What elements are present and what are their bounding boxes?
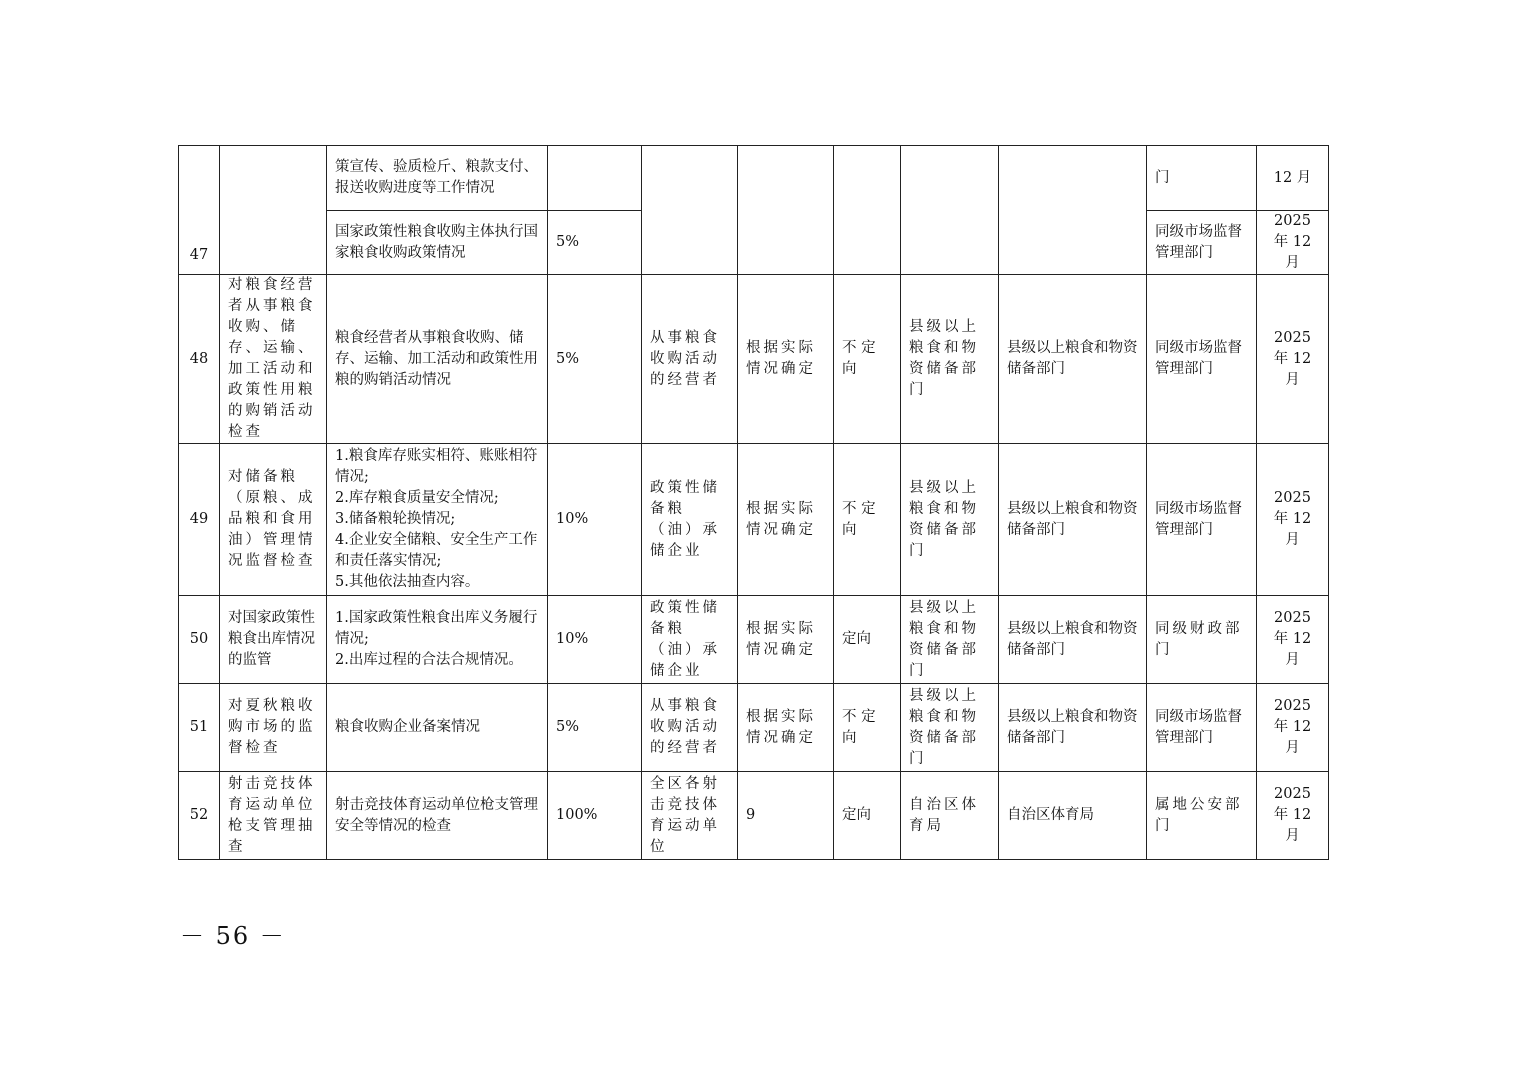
cell-object: 政策性储备粮（油）承储企业: [642, 596, 738, 684]
cell-content: [327, 596, 548, 684]
cell-type: 不 定 向: [834, 684, 901, 772]
cell-responsible: 同级财政部门: [1147, 596, 1257, 684]
cell-frequency: 9: [738, 772, 834, 860]
content-line: 1.粮食库存账实相符、账账相符情况;: [335, 448, 538, 485]
cell-responsible: 属地公安部门: [1147, 772, 1257, 860]
cell-type: 不 定 向: [834, 275, 901, 444]
table-row: [179, 275, 1329, 444]
cell-ratio: 5%: [548, 275, 642, 444]
cell-agency: 县级以上粮食和物资储备部门: [901, 684, 999, 772]
cell-item: 对国家政策性粮食出库情况的监管: [220, 596, 327, 684]
cell-type: 定向: [834, 772, 901, 860]
cell-no: 50: [179, 596, 220, 684]
cell-agency: 县级以上粮食和物资储备部门: [901, 275, 999, 444]
cell-content: 国家政策性粮食收购主体执行国家粮食收购政策情况: [327, 211, 548, 275]
cell-type: [834, 146, 901, 275]
cell-item: [220, 146, 327, 275]
cell-agency: [901, 146, 999, 275]
cell-dept: 县级以上粮食和物资储备部门: [999, 684, 1147, 772]
cell-object: 全区各射击竞技体育运动单位: [642, 772, 738, 860]
cell-no: 47: [179, 146, 220, 275]
cell-no: 48: [179, 275, 220, 444]
cell-ratio: 10%: [548, 596, 642, 684]
content-line: 4.企业安全储粮、安全生产工作和责任落实情况;: [335, 532, 538, 569]
cell-frequency: 根据实际情况确定: [738, 275, 834, 444]
cell-ratio: 5%: [548, 211, 642, 275]
cell-content: 粮食收购企业备案情况: [327, 684, 548, 772]
table-row: [179, 596, 1329, 684]
cell-date: 2025 年 12 月: [1257, 596, 1329, 684]
cell-responsible: 门: [1147, 146, 1257, 211]
content-line: 2.库存粮食质量安全情况;: [335, 490, 499, 506]
cell-item: 对储备粮（原粮、成品粮和食用油）管理情况监督检查: [220, 444, 327, 596]
cell-type: 定向: [834, 596, 901, 684]
cell-type: 不 定 向: [834, 444, 901, 596]
cell-ratio: 5%: [548, 684, 642, 772]
cell-responsible: 同级市场监督管理部门: [1147, 275, 1257, 444]
cell-agency: 县级以上粮食和物资储备部门: [901, 596, 999, 684]
table-row: [179, 684, 1329, 772]
cell-no: 52: [179, 772, 220, 860]
cell-no: 51: [179, 684, 220, 772]
cell-item: 对夏秋粮收购市场的监督检查: [220, 684, 327, 772]
page-number: － 56 －: [180, 922, 286, 950]
cell-dept: 县级以上粮食和物资储备部门: [999, 596, 1147, 684]
cell-content: [327, 444, 548, 596]
cell-responsible: 同级市场监督管理部门: [1147, 444, 1257, 596]
cell-object: 从事粮食收购活动的经营者: [642, 684, 738, 772]
cell-item: 对粮食经营者从事粮食收购、储存、运输、加工活动和政策性用粮的购销活动检查: [220, 275, 327, 444]
cell-date: 2025 年 12 月: [1257, 275, 1329, 444]
cell-no: 49: [179, 444, 220, 596]
cell-dept: 县级以上粮食和物资储备部门: [999, 275, 1147, 444]
cell-dept: [999, 146, 1147, 275]
cell-responsible: 同级市场监督管理部门: [1147, 684, 1257, 772]
cell-content: 粮食经营者从事粮食收购、储存、运输、加工活动和政策性用粮的购销活动情况: [327, 275, 548, 444]
cell-date: 2025 年 12 月: [1257, 684, 1329, 772]
cell-date: 2025 年 12 月: [1257, 772, 1329, 860]
cell-ratio: 10%: [548, 444, 642, 596]
cell-frequency: [738, 146, 834, 275]
cell-frequency: 根据实际情况确定: [738, 596, 834, 684]
content-line: 1.国家政策性粮食出库义务履行情况;: [335, 610, 538, 647]
cell-agency: 县级以上粮食和物资储备部门: [901, 444, 999, 596]
cell-frequency: 根据实际情况确定: [738, 444, 834, 596]
cell-dept: 县级以上粮食和物资储备部门: [999, 444, 1147, 596]
cell-object: [642, 146, 738, 275]
cell-responsible: 同级市场监督管理部门: [1147, 211, 1257, 275]
inspection-table: [178, 145, 1329, 860]
cell-ratio: [548, 146, 642, 211]
content-line: 2.出库过程的合法合规情况。: [335, 652, 523, 668]
table-row: [179, 444, 1329, 596]
cell-object: 从事粮食收购活动的经营者: [642, 275, 738, 444]
content-line: 5.其他依法抽查内容。: [335, 574, 480, 590]
cell-item: 射击竞技体育运动单位枪支管理抽查: [220, 772, 327, 860]
cell-ratio: 100%: [548, 772, 642, 860]
cell-dept: 自治区体育局: [999, 772, 1147, 860]
cell-content: 策宣传、验质检斤、粮款支付、报送收购进度等工作情况: [327, 146, 548, 211]
table-row: [179, 772, 1329, 860]
cell-object: 政策性储备粮（油）承储企业: [642, 444, 738, 596]
cell-content: 射击竞技体育运动单位枪支管理安全等情况的检查: [327, 772, 548, 860]
cell-date: 2025 年 12 月: [1257, 211, 1329, 275]
cell-frequency: 根据实际情况确定: [738, 684, 834, 772]
content-line: 3.储备粮轮换情况;: [335, 511, 456, 527]
table-row: [179, 146, 1329, 211]
cell-date: 12 月: [1257, 146, 1329, 211]
cell-agency: 自治区体育局: [901, 772, 999, 860]
cell-date: 2025 年 12 月: [1257, 444, 1329, 596]
